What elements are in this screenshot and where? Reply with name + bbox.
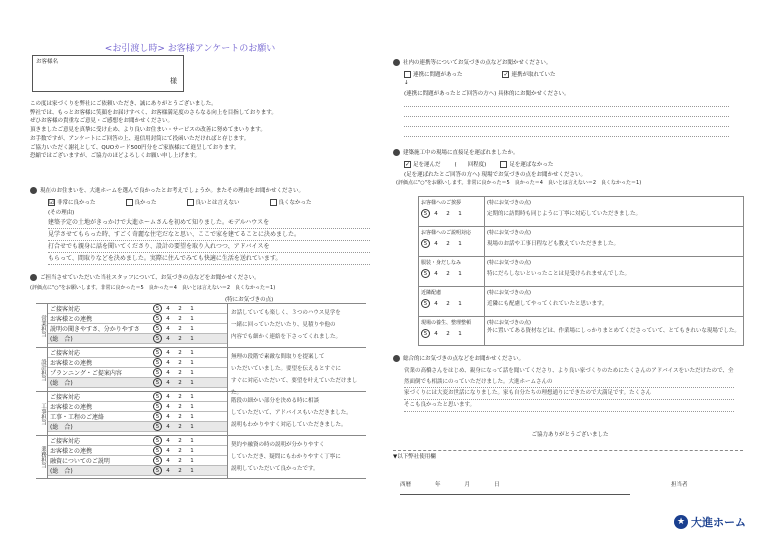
score-5[interactable]: 5 xyxy=(153,334,162,343)
score-2[interactable]: 2 xyxy=(178,359,182,366)
q3-option[interactable] xyxy=(404,70,462,78)
date-row xyxy=(400,480,630,488)
answer-line: そこも良かったと思います。 xyxy=(404,400,734,412)
score-5[interactable]: 5 xyxy=(153,324,162,333)
site-note[interactable]: 近隣にも配慮してやってくれていたと思います。 xyxy=(487,301,608,307)
answer-line: 見学させてもらった時、すごく奇麗な住宅だなと思い、ここで家を建てることに決めました。 xyxy=(48,229,370,241)
score-1[interactable]: 1 xyxy=(190,423,194,430)
score-4[interactable]: 4 xyxy=(166,349,170,356)
score-1[interactable]: 1 xyxy=(190,325,194,332)
score-4[interactable]: 4 xyxy=(166,403,170,410)
score-2[interactable]: 2 xyxy=(178,315,182,322)
sama-label: 様 xyxy=(170,77,177,85)
q1-option[interactable] xyxy=(126,198,157,206)
option-label: 連携が取れていた xyxy=(511,72,556,78)
answer-line xyxy=(404,117,729,127)
option-label: 連携に問題があった xyxy=(413,72,463,78)
company-logo xyxy=(674,514,746,530)
q2-notes-header: (特にお気づきの点) xyxy=(225,297,274,303)
q3-answer-lines[interactable] xyxy=(404,97,729,137)
score-5[interactable]: 5 xyxy=(421,209,430,218)
score-5[interactable]: 5 xyxy=(153,304,162,313)
item-label: 融資についてのご説明 xyxy=(50,458,110,465)
score-5[interactable]: 5 xyxy=(421,239,430,248)
item-label: (総 合) xyxy=(50,336,73,343)
score-1[interactable]: 1 xyxy=(190,403,194,410)
score-4[interactable]: 4 xyxy=(166,325,170,332)
item-label: プランニング・ご提案内容 xyxy=(50,370,122,377)
score-5[interactable]: 5 xyxy=(153,422,162,431)
score-1[interactable]: 1 xyxy=(458,301,462,307)
item-label: 工事・工程のご連絡 xyxy=(50,414,105,421)
item-label: お客様との連携 xyxy=(50,360,93,367)
q1-question xyxy=(30,186,370,194)
score-2[interactable]: 2 xyxy=(178,305,182,312)
staff-group-design xyxy=(36,347,366,396)
score-5[interactable]: 5 xyxy=(421,299,430,308)
checkbox-icon[interactable] xyxy=(404,71,411,78)
option-label: 非常に良かった xyxy=(57,200,96,206)
score-2[interactable]: 2 xyxy=(178,349,182,356)
q5-answer[interactable] xyxy=(404,366,734,412)
score-2[interactable]: 2 xyxy=(178,467,182,474)
site-note[interactable]: 定期的に訪問時も同じように丁寧に対応していただきました。 xyxy=(487,211,642,217)
score-1[interactable]: 1 xyxy=(190,437,194,444)
group-label: 工事担当 xyxy=(36,392,48,435)
note-line: 内容でも細かく連絡を下さってくれました。 xyxy=(231,334,342,340)
q3-follow: (連携に問題があったとご回答の方へ) 具体的にお聞かせください。 xyxy=(404,91,570,97)
score-5[interactable]: 5 xyxy=(153,378,162,387)
group-note[interactable] xyxy=(228,436,366,478)
q2-question xyxy=(30,273,370,281)
q1-text: 現在のお住まいを、大進ホームを選んで良かったとお考えでしょうか。またその理由をお聞かせください。 xyxy=(40,188,305,194)
score-1[interactable]: 1 xyxy=(190,413,194,420)
bullet-icon xyxy=(30,274,37,281)
notes-header: (特にお気づきの点) xyxy=(487,320,531,326)
note-line: 無理の段階で素敵な間取りを提案して xyxy=(231,354,325,360)
score-2[interactable]: 2 xyxy=(178,447,182,454)
site-row-label: お客様へのご説明対応 xyxy=(421,230,472,236)
q5-text: 総合的にお気づきの点などをお聞かせください。 xyxy=(403,356,525,362)
bullet-icon xyxy=(30,187,37,194)
checkbox-icon[interactable] xyxy=(187,199,194,206)
intro-line: 頂きましたご意見を真摯に受け止め、より良いお住まい・サービスの改善に努めてまいります。 xyxy=(30,127,266,134)
answer-line xyxy=(404,127,729,137)
answer-line: 家づくりには大変お世話になりました。家も自分たちの理想通りにできたので大満足です。たくさん xyxy=(404,388,734,400)
item-label: ご接客対応 xyxy=(50,350,81,357)
score-4[interactable]: 4 xyxy=(166,467,170,474)
score-4[interactable]: 4 xyxy=(166,315,170,322)
site-note[interactable]: 特にだらしないといったことは見受けられませんでした。 xyxy=(487,271,631,277)
score-5[interactable]: 5 xyxy=(153,358,162,367)
score-5[interactable]: 5 xyxy=(153,446,162,455)
score-4[interactable]: 4 xyxy=(434,211,438,217)
answer-line: もらって、間取りなどを決めました。実際に住んでみても快適に生活を送れています。 xyxy=(48,253,370,265)
note-line: お話していても楽しく、３つのハウス見学を xyxy=(231,310,341,316)
q1-option[interactable] xyxy=(187,198,240,206)
staff-table xyxy=(36,303,366,479)
score-2[interactable]: 2 xyxy=(446,331,450,337)
staff-label: 担当者 xyxy=(671,482,688,488)
score-4[interactable]: 4 xyxy=(434,331,438,337)
notes-header: (特にお気づきの点) xyxy=(487,230,531,236)
q4-scale: (評価点に"○"をお願いします。非常に良かった＝5 良かった＝4 良いとは言えない＝2 良くなかった＝1) xyxy=(396,180,642,186)
intro-line: 恐縮ではございますが、ご協力のほどよろしくお願い申し上げます。 xyxy=(30,153,201,160)
bullet-icon xyxy=(393,355,400,362)
item-label: (総 合) xyxy=(50,380,73,387)
site-note[interactable]: 外に置いてある資材などは、作業場にしっかりまとめてくださっていて、とてもきれいな現場でした。 xyxy=(487,328,740,334)
checkbox-icon[interactable]: ☑ xyxy=(49,199,55,206)
score-4[interactable]: 4 xyxy=(166,369,170,376)
group-note[interactable] xyxy=(228,348,366,396)
item-label: (総 合) xyxy=(50,424,73,431)
bullet-icon xyxy=(393,149,400,156)
q4-times: ( 回程度) xyxy=(454,162,487,168)
score-1[interactable]: 1 xyxy=(190,335,194,342)
q1-answer[interactable] xyxy=(48,217,370,265)
intro-line: ぜひお客様の貴重なご意見・ご感想をお聞かせください。 xyxy=(30,118,174,125)
q1-reason-label: (その理由) xyxy=(48,210,75,216)
customer-label: お客様名 xyxy=(36,59,59,65)
score-4[interactable]: 4 xyxy=(166,457,170,464)
note-line: 説明していただいて良かったです。 xyxy=(231,466,319,472)
score-1[interactable]: 1 xyxy=(190,359,194,366)
answer-line: 建築予定の土地がきっかけで大進ホームさんを初めて知りました。モデルハウスを xyxy=(48,217,370,229)
item-label: お客様との連携 xyxy=(50,404,93,411)
option-label: 良くなかった xyxy=(278,200,312,206)
score-1[interactable]: 1 xyxy=(458,271,462,277)
score-4[interactable]: 4 xyxy=(166,437,170,444)
q3-options xyxy=(404,70,555,78)
item-label: (総 合) xyxy=(50,468,73,475)
score-2[interactable]: 2 xyxy=(178,379,182,386)
score-4[interactable]: 4 xyxy=(166,305,170,312)
customer-name-box[interactable] xyxy=(32,55,184,92)
group-note[interactable] xyxy=(228,304,366,347)
item-label: ご接客対応 xyxy=(50,306,81,313)
score-5[interactable]: 5 xyxy=(421,329,430,338)
checkbox-icon[interactable]: ✓ xyxy=(503,71,509,78)
score-5[interactable]: 5 xyxy=(153,348,162,357)
site-table xyxy=(418,196,744,346)
score-2[interactable]: 2 xyxy=(446,211,450,217)
item-label: ご接客対応 xyxy=(50,438,81,445)
q4-options xyxy=(404,160,553,168)
note-line: していただき、疑問にもわかりやすく丁寧に xyxy=(231,454,341,460)
thanks-text: ご協力ありがとうございました xyxy=(531,432,609,438)
site-row xyxy=(418,316,744,346)
score-5[interactable]: 5 xyxy=(153,412,162,421)
note-line: 説明もわかりやすく対応していただきました。 xyxy=(231,422,347,428)
checkbox-icon[interactable] xyxy=(270,199,277,206)
note-line: 契約や融資の時の説明が分かりやすく xyxy=(231,442,325,448)
q1-option[interactable] xyxy=(48,198,96,206)
score-1[interactable]: 1 xyxy=(190,305,194,312)
score-2[interactable]: 2 xyxy=(178,325,182,332)
arrow-down-icon: ↓ xyxy=(404,80,409,86)
score-1[interactable]: 1 xyxy=(190,457,194,464)
score-5[interactable]: 5 xyxy=(421,269,430,278)
score-1[interactable]: 1 xyxy=(190,467,194,474)
answer-line: 打合せでも親身に話を聞いてくださり、設計の要望を取り入れつつ、アドバイスを xyxy=(48,241,370,253)
logo-text: 大進ホーム xyxy=(691,516,746,529)
site-row-label: 現場の養生、整理整頓 xyxy=(421,320,472,326)
site-row xyxy=(418,286,744,316)
score-1[interactable]: 1 xyxy=(458,331,462,337)
q5-question xyxy=(393,354,743,362)
score-4[interactable]: 4 xyxy=(434,301,438,307)
bullet-icon xyxy=(393,59,400,66)
date-underline xyxy=(400,494,630,495)
q3-question xyxy=(393,58,743,66)
notes-header: (特にお気づきの点) xyxy=(487,260,531,266)
intro-text xyxy=(30,100,370,161)
q2-scale: (評価点に"○"をお願いします。非常に良かった＝5 良かった＝4 良いとは言えない＝2 良くなかった＝1) xyxy=(30,285,276,291)
group-label: 設計担当 xyxy=(36,348,48,391)
site-row xyxy=(418,196,744,226)
item-label: ご接客対応 xyxy=(50,394,81,401)
item-label: お客様との連携 xyxy=(50,316,93,323)
score-1[interactable]: 1 xyxy=(458,241,462,247)
item-label: お客様との連携 xyxy=(50,448,93,455)
option-label: 良かった xyxy=(134,200,157,206)
score-1[interactable]: 1 xyxy=(190,349,194,356)
score-2[interactable]: 2 xyxy=(446,271,450,277)
checkbox-icon[interactable] xyxy=(126,199,133,206)
score-5[interactable]: 5 xyxy=(153,402,162,411)
q1-option[interactable] xyxy=(270,198,312,206)
notes-header: (特にお気づきの点) xyxy=(487,200,531,206)
site-row-label: お客様へのご挨拶 xyxy=(421,200,462,206)
score-1[interactable]: 1 xyxy=(190,379,194,386)
site-row-label: 近隣配慮 xyxy=(421,290,442,296)
score-4[interactable]: 4 xyxy=(166,447,170,454)
note-line: すぐに対応いただいて、要望を叶えていただけました。 xyxy=(231,378,358,396)
staff-group-construction xyxy=(36,391,366,435)
score-1[interactable]: 1 xyxy=(190,393,194,400)
score-5[interactable]: 5 xyxy=(153,314,162,323)
note-line: いただいていました。要望を伝えるとすぐに xyxy=(231,366,342,372)
option-label: 良いとは言えない xyxy=(195,200,240,206)
score-5[interactable]: 5 xyxy=(153,466,162,475)
score-2[interactable]: 2 xyxy=(178,335,182,342)
note-line: していただいて、アドバイスもいただきました。 xyxy=(231,410,352,416)
site-note[interactable]: 現場のお話や工事日程なども教えていただきました。 xyxy=(487,241,620,247)
score-2[interactable]: 2 xyxy=(178,393,182,400)
intro-line: 弊社では、もっとお客様に笑顔をお届けすべく、お客様満足度のさらなる向上を目指しております。 xyxy=(30,109,277,116)
score-1[interactable]: 1 xyxy=(190,315,194,322)
q1-options xyxy=(48,198,368,206)
score-5[interactable]: 5 xyxy=(153,392,162,401)
q4-follow: (足を運ばれたとご回答の方へ) 現場でお気づきの点をお聞かせください。 xyxy=(404,172,587,178)
answer-line xyxy=(404,107,729,117)
score-2[interactable]: 2 xyxy=(178,413,182,420)
option-label: 足を運ばなかった xyxy=(509,162,554,168)
group-note[interactable] xyxy=(228,392,366,435)
score-5[interactable]: 5 xyxy=(153,368,162,377)
site-row-label: 服装・身だしなみ xyxy=(421,260,462,266)
date-label: 年 xyxy=(435,482,441,488)
score-2[interactable]: 2 xyxy=(178,457,182,464)
staff-group-business xyxy=(36,435,366,479)
score-4[interactable]: 4 xyxy=(166,379,170,386)
site-row xyxy=(418,226,744,256)
checkbox-icon[interactable] xyxy=(500,161,507,168)
answer-line xyxy=(404,97,729,107)
score-2[interactable]: 2 xyxy=(178,403,182,410)
score-2[interactable]: 2 xyxy=(446,301,450,307)
checkbox-icon[interactable]: ✓ xyxy=(405,161,411,168)
note-line: 階段の細かい部分を決める時に相談 xyxy=(231,398,320,404)
office-use-label: ▼以下弊社使用欄 xyxy=(393,450,743,460)
q3-option[interactable] xyxy=(502,70,555,78)
score-4[interactable]: 4 xyxy=(434,241,438,247)
score-1[interactable]: 1 xyxy=(458,211,462,217)
score-1[interactable]: 1 xyxy=(190,369,194,376)
date-label: 日 xyxy=(494,482,500,488)
score-5[interactable]: 5 xyxy=(153,436,162,445)
score-4[interactable]: 4 xyxy=(166,359,170,366)
score-2[interactable]: 2 xyxy=(178,437,182,444)
score-4[interactable]: 4 xyxy=(166,413,170,420)
intro-line: この度は家づくりを弊社にご依頼いただき、誠にありがとうございました。 xyxy=(30,101,217,107)
notes-header: (特にお気づきの点) xyxy=(487,290,531,296)
answer-line: 営業の高橋さんをはじめ、親身になって話を聞いてくださり、より良い家づくりのためにたくさんのアドバイスをいただけたので、全然面倒でも相談にのっていただけました。大進ホームさんの xyxy=(404,366,734,388)
option-label: 足を運んだ xyxy=(413,162,441,168)
q4-option[interactable] xyxy=(404,160,441,168)
score-2[interactable]: 2 xyxy=(446,241,450,247)
note-line: 一緒に回っていただいたり、見積りや他の xyxy=(231,322,336,328)
group-label: 営業担当 xyxy=(36,304,48,347)
q4-question xyxy=(393,148,743,156)
score-2[interactable]: 2 xyxy=(178,369,182,376)
score-2[interactable]: 2 xyxy=(178,423,182,430)
date-label: 西暦 xyxy=(400,482,412,488)
page-title: <お引渡し時> お客様アンケートのお願い xyxy=(104,44,276,54)
score-5[interactable]: 5 xyxy=(153,456,162,465)
site-row xyxy=(418,256,744,286)
q4-text: 建築施工中の現場に直接足を運ばれましたか。 xyxy=(403,150,519,156)
score-1[interactable]: 1 xyxy=(190,447,194,454)
score-4[interactable]: 4 xyxy=(434,271,438,277)
item-label: 説明の聞きやすさ、分かりやすさ xyxy=(50,326,140,333)
q2-text: ご担当させていただいた当社スタッフについて、お気づきの点などをお聞かせください。 xyxy=(40,275,260,281)
staff-group-sales xyxy=(36,303,366,347)
intro-line: ご協力いただく謝礼として、QUOカード500円分をご家族様にて進呈しております。 xyxy=(30,144,240,151)
score-4[interactable]: 4 xyxy=(166,393,170,400)
score-4[interactable]: 4 xyxy=(166,335,170,342)
star-logo-icon: ★ xyxy=(674,515,688,529)
q4-option[interactable] xyxy=(500,160,553,168)
score-4[interactable]: 4 xyxy=(166,423,170,430)
q3-text: 社内の連携等についてお気づきの点などお聞かせください。 xyxy=(403,60,552,66)
group-label: 業務担当 xyxy=(36,436,48,478)
date-label: 月 xyxy=(464,482,471,488)
intro-line: お手数ですが、アンケートにご回答の上、返信用封筒にて投函いただければと存じます。 xyxy=(30,135,250,142)
